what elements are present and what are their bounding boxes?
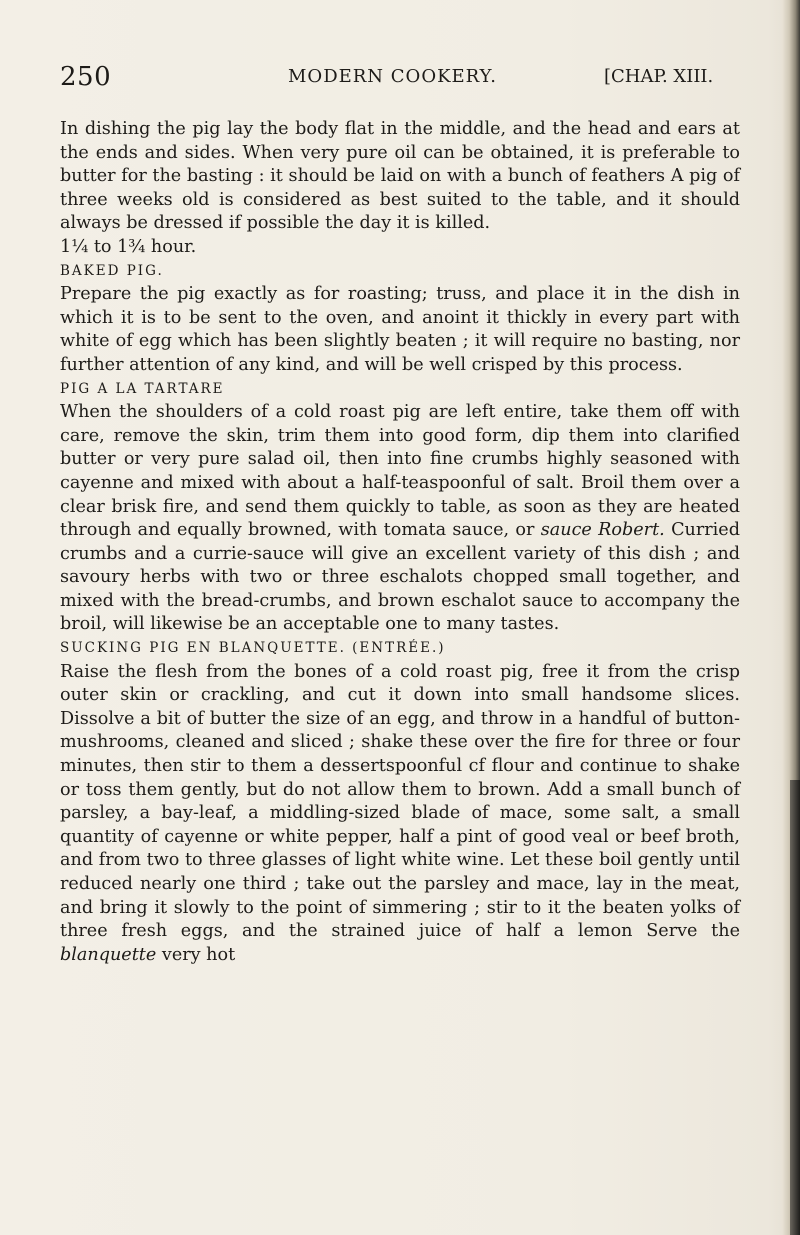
running-title: MODERN COOKERY. <box>288 66 497 87</box>
tartare-sauce-robert: sauce Robert. <box>540 520 665 541</box>
heading-pig-tartare: PIG A LA TARTARE <box>60 380 225 397</box>
tartare-text-b: Curried crumbs and a currie-sauce will give an excellent variety of this dish ; and savoury herbs with two or three eschalots chopped small together, and mixed with the bread-crumbs, and brown eschalot sauce to accompany the broil, will likewise be an acceptable one to many tastes. <box>60 520 740 635</box>
blanquette-text-b: very hot <box>156 944 236 965</box>
blanquette-paragraph <box>60 661 740 968</box>
running-header <box>60 62 740 92</box>
blanquette-word: blanquette <box>60 944 157 965</box>
chapter-label: [CHAP. XIII. <box>604 66 714 87</box>
intro-paragraph: In dishing the pig lay the body flat in the middle, and the head and ears at the ends and sides. When very pure oil can be obtained, it is preferable to butter for the basting : it should be laid on with a bunch of feathers A pig of three weeks old is considered as best suited to the table, and it should always be dressed if possible the day it is killed. <box>60 119 740 234</box>
cooking-time: 1¼ to 1¾ hour. <box>60 236 197 257</box>
heading-blanquette: SUCKING PIG EN BLANQUETTE. (ENTRÉE.) <box>60 640 446 657</box>
tartare-text-a: When the shoulders of a cold roast pig are left entire, take them off with care, remove the skin, trim them into good form, dip them into clarified butter or very pure salad oil, then into fine crumbs highly seasoned with cayenne and mixed with about a half-teaspoonful of salt. Broil them over a clear brisk fire, and send them quickly to table, as soon as they are heated through and equally browned, with tomata sauce, or <box>60 402 740 541</box>
page-edge-dark <box>790 780 800 1235</box>
page-body <box>60 118 740 967</box>
blanquette-text-a: Raise the flesh from the bones of a cold roast pig, free it from the crisp outer skin or crackling, and cut it down into small handsome slices. Dissolve a bit of butter the size of an egg, and throw in a handful of button-mushrooms, cleaned and sliced ; shake these over the fire for three or four minutes, then stir to them a dessertspoonful cf flour and continue to shake or toss them gently, but do not allow them to brown. Add a small bunch of parsley, a bay-leaf, a middling-sized blade of mace, some salt, a small quantity of cayenne or white pepper, half a pint of good veal or beef broth, and from two to three glasses of light white wine. Let these boil gently until reduced nearly one third ; take out the parsley and mace, lay in the meat, and bring it slowly to the point of simmering ; stir to it the beaten yolks of three fresh eggs, and the strained juice of half a lemon Serve the <box>60 661 740 942</box>
page-number: 250 <box>60 62 112 92</box>
tartare-paragraph <box>60 401 740 637</box>
heading-baked-pig: BAKED PIG. <box>60 262 164 279</box>
baked-pig-paragraph: Prepare the pig exactly as for roasting; truss, and place it in the dish in which it is to be sent to the oven, and anoint it thickly in every part with white of egg which has been slightly beaten ; it will require no basting, nor further attention of any kind, and will be well crisped by this process. <box>60 284 740 375</box>
